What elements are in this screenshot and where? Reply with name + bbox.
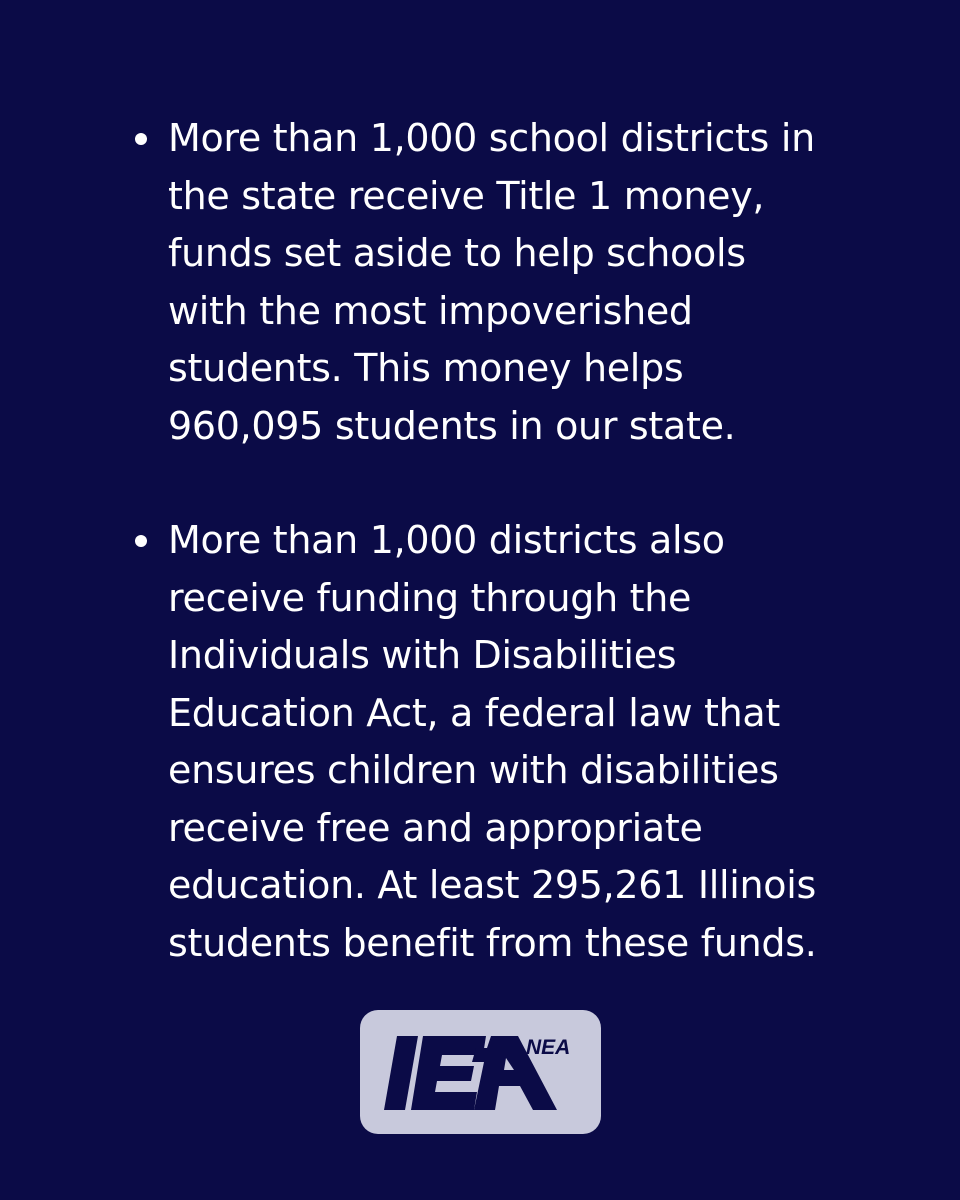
bullet-line: 960,095 students in our state. [168, 403, 736, 448]
bullet-line: ensures children with disabilities [168, 748, 779, 792]
bullet-line: with the most impoverished [168, 288, 693, 333]
bullet-line: receive free and appropriate [168, 805, 703, 850]
bullet-line: Individuals with Disabilities [168, 633, 677, 677]
iea-nea-logo [360, 1010, 601, 1134]
bullet-line: More than 1,000 districts also [168, 518, 725, 562]
bullet-dot-icon [135, 133, 147, 145]
bullet-item-idea [130, 512, 890, 972]
bullet-line: education. At least 295,261 Illinois [168, 863, 817, 907]
bullet-list [130, 110, 890, 972]
bullet-line: More than 1,000 school districts in [168, 116, 815, 160]
bullet-line: the state receive Title 1 money, [168, 173, 765, 218]
iea-logo-mark [360, 1010, 601, 1134]
bullet-line: Education Act, a federal law that [168, 690, 780, 735]
bullet-dot-icon [135, 535, 147, 547]
bullet-line: funds set aside to help schools [168, 231, 746, 275]
bullet-item-title-1 [130, 110, 890, 455]
bullet-line: receive funding through the [168, 575, 692, 620]
nea-superscript: NEA [526, 1036, 571, 1059]
bullet-line: students benefit from these funds. [168, 920, 817, 965]
bullet-line: students. This money helps [168, 346, 684, 390]
